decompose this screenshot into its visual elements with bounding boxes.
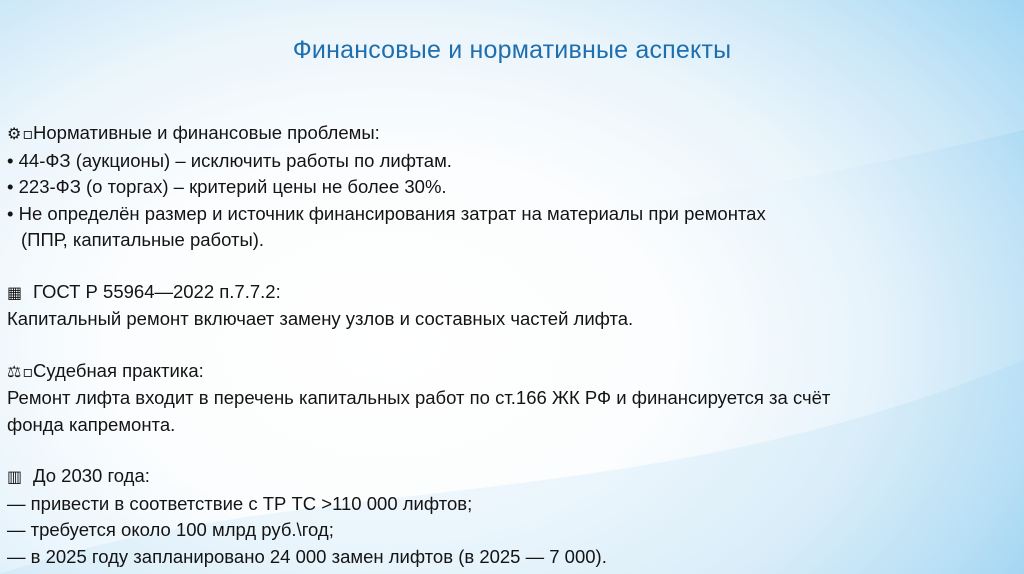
problems-heading: Нормативные и финансовые проблемы:	[33, 122, 380, 143]
gost-heading: ГОСТ Р 55964—2022 п.7.7.2:	[33, 280, 281, 302]
list-item: — привести в соответствие с ТР ТС >110 000 лифтов;	[7, 492, 473, 514]
slide-content	[7, 120, 997, 570]
gost-text: Капитальный ремонт включает замену узлов и составных частей лифта.	[7, 308, 634, 329]
list-item: • 44-ФЗ (аукционы) – исключить работы по лифтам.	[7, 149, 452, 171]
chart-icon: ▥	[7, 467, 24, 486]
court-text-line: Ремонт лифта входит в перечень капитальных работ по ст.166 ЖК РФ и финансируется за счёт	[7, 387, 831, 408]
slide-title: Финансовые и нормативные аспекты	[292, 36, 732, 64]
list-item: — требуется около 100 млрд руб.\год;	[7, 519, 334, 540]
list-item: • 223-ФЗ (о торгах) – критерий цены не более 30%.	[7, 176, 447, 197]
gear-icon: ⚙︎▫	[7, 124, 35, 143]
list-item: • Не определён размер и источник финансирования затрат на материалы при ремонтах	[7, 202, 766, 224]
plan-heading: До 2030 года:	[33, 465, 150, 486]
list-item: — в 2025 году запланировано 24 000 замен лифтов (в 2025 — 7 000).	[7, 545, 607, 567]
document-icon: ▦	[7, 282, 24, 302]
court-heading-line	[7, 358, 997, 386]
plan-heading-line	[7, 463, 997, 491]
gost-heading-line	[7, 279, 997, 307]
problems-heading-line	[7, 120, 997, 148]
list-item: (ППР, капитальные работы).	[21, 229, 265, 250]
scales-icon: ⚖︎▫	[7, 361, 35, 381]
court-text-line: фонда капремонта.	[7, 413, 176, 435]
court-heading: Судебная практика:	[33, 359, 204, 381]
